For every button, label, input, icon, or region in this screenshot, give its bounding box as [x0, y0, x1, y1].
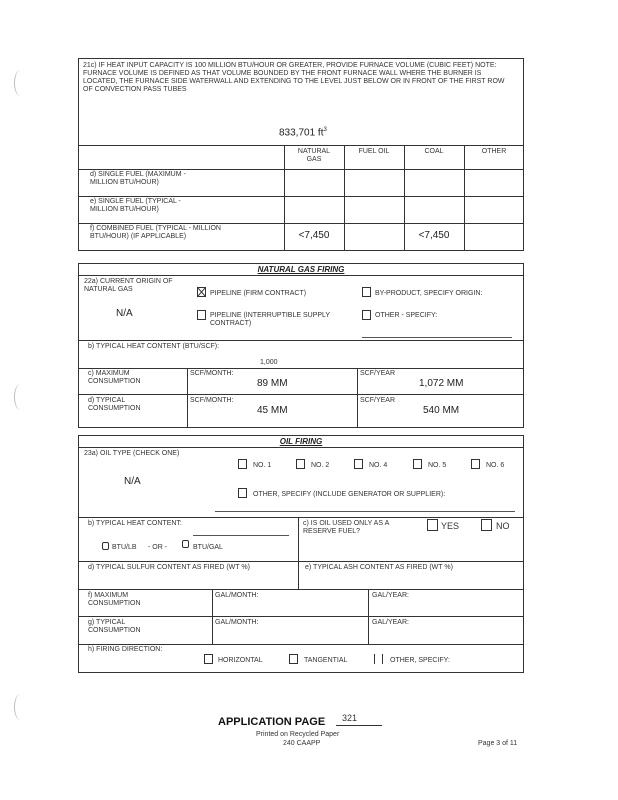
tangential-checkbox[interactable] [289, 654, 298, 664]
gas-typical-month-value: 45 MM [257, 405, 288, 416]
row-single-fuel-typical: e) SINGLE FUEL (TYPICAL - MILLION BTU/HOUR) [90, 198, 181, 213]
oil-firing-title: OIL FIRING [279, 437, 323, 446]
gas-heat-content-label: b) TYPICAL HEAT CONTENT (BTU/SCF): [88, 343, 220, 350]
other-direction-label: OTHER, SPECIFY: [390, 657, 450, 664]
oil-no6-label: NO. 6 [486, 462, 505, 469]
oil-no5-checkbox[interactable] [413, 459, 422, 469]
btu-lb-checkbox[interactable] [102, 542, 109, 550]
gas-max-month-label: SCF/MONTH: [190, 370, 234, 377]
oil-other-label: OTHER, SPECIFY (INCLUDE GENERATOR OR SUPPLIER): [253, 491, 446, 498]
gas-max-year-label: SCF/YEAR [360, 370, 396, 377]
gas-heat-content-value: 1,000 [260, 359, 278, 366]
oil-type-value: N/A [124, 476, 141, 487]
oil-no4-label: NO. 4 [369, 462, 388, 469]
oil-max-year-label: GAL/YEAR: [372, 592, 409, 599]
row-combined-fuel: f) COMBINED FUEL (TYPICAL - MILLION BTU/HOUR) (IF APPLICABLE) [90, 225, 221, 240]
tangential-label: TANGENTIAL [304, 657, 348, 664]
furnace-volume-value [279, 124, 327, 139]
byproduct-label: BY-PRODUCT, SPECIFY ORIGIN: [375, 290, 483, 297]
oil-firing-section [78, 435, 524, 673]
oil-no5-label: NO. 5 [428, 462, 447, 469]
gas-origin-label: 22a) CURRENT ORIGIN OF NATURAL GAS [84, 278, 173, 293]
natural-gas-title: NATURAL GAS FIRING [257, 265, 345, 274]
combined-fuel-coal: <7,450 [418, 230, 450, 241]
oil-other-checkbox[interactable] [238, 488, 247, 498]
column-coal: COAL [424, 148, 444, 155]
oil-no1-checkbox[interactable] [238, 459, 247, 469]
firing-direction-label: h) FIRING DIRECTION: [88, 646, 163, 653]
other-direction-checkbox[interactable] [374, 654, 383, 664]
pipeline-firm-label: PIPELINE (FIRM CONTRACT) [210, 290, 307, 297]
btu-gal-checkbox[interactable] [182, 540, 189, 548]
gas-other-label: OTHER - SPECIFY: [375, 312, 438, 319]
binder-hole-mark [14, 70, 27, 96]
column-fuel-oil: FUEL OIL [358, 148, 390, 155]
oil-heat-content-label: b) TYPICAL HEAT CONTENT: [88, 520, 182, 527]
gas-typical-month-label: SCF/MONTH: [190, 397, 234, 404]
reserve-no-label: NO [496, 521, 510, 531]
reserve-yes-label: YES [441, 521, 460, 531]
row-single-fuel-max: d) SINGLE FUEL (MAXIMUM - MILLION BTU/HOUR) [90, 171, 186, 186]
application-page-label: APPLICATION PAGE [218, 716, 326, 728]
pipeline-interruptible-label: PIPELINE (INTERRUPTIBLE SUPPLY CONTRACT) [210, 312, 330, 327]
gas-max-year-value: 1,072 MM [419, 378, 464, 389]
checkmark-x-icon [198, 288, 205, 296]
sulfur-content-label: d) TYPICAL SULFUR CONTENT AS FIRED (WT %) [88, 564, 250, 571]
gas-typical-consumption-label: d) TYPICAL CONSUMPTION [88, 397, 141, 412]
horizontal-checkbox[interactable] [204, 654, 213, 664]
combined-fuel-natural-gas: <7,450 [298, 230, 330, 241]
byproduct-checkbox[interactable] [362, 287, 371, 297]
pipeline-interruptible-checkbox[interactable] [197, 310, 206, 320]
oil-max-month-label: GAL/MONTH: [215, 592, 259, 599]
horizontal-label: HORIZONTAL [218, 657, 263, 664]
binder-hole-mark [14, 694, 27, 720]
oil-no2-label: NO. 2 [311, 462, 330, 469]
column-other: OTHER [481, 148, 507, 155]
furnace-volume-text: 833,701 ft [279, 127, 324, 139]
oil-no1-label: NO. 1 [253, 462, 272, 469]
recycled-paper-note: Printed on Recycled Paper [256, 731, 340, 738]
oil-max-consumption-label: f) MAXIMUM CONSUMPTION [88, 592, 141, 607]
reserve-no-checkbox[interactable] [481, 519, 492, 531]
reserve-fuel-label: c) IS OIL USED ONLY AS A RESERVE FUEL? [303, 520, 389, 535]
column-natural-gas: NATURAL GAS [297, 148, 331, 163]
oil-no2-checkbox[interactable] [296, 459, 305, 469]
application-page-number: 321 [342, 713, 358, 723]
oil-typical-year-label: GAL/YEAR: [372, 619, 409, 626]
oil-typical-month-label: GAL/MONTH: [215, 619, 259, 626]
binder-hole-mark [14, 384, 27, 410]
btu-lb-label: BTU/LB [112, 544, 137, 551]
oil-type-label: 23a) OIL TYPE (CHECK ONE) [84, 450, 180, 457]
question-21c: 21c) IF HEAT INPUT CAPACITY IS 100 MILLION BTU/HOUR OR GREATER, PROVIDE FURNACE VOLUME (CUBIC FEET) NOTE: FURNACE VOLUME IS DEFINED AS THAT VOLUME BOUNDED BY THE FRONT FURNACE WALL WHERE THE BURNER IS LOCATED, THE FURNACE SIDE WATERWALL AND EXTENDING TO THE LEVEL JUST BELOW OR IN FRONT OF THE FIRST ROW OF CONVECTION PASS TUBES [83, 62, 505, 93]
gas-origin-value: N/A [116, 308, 133, 319]
oil-no6-checkbox[interactable] [471, 459, 480, 469]
gas-typical-year-value: 540 MM [423, 405, 460, 416]
pipeline-firm-checkbox[interactable] [197, 287, 206, 297]
btu-gal-label: BTU/GAL [193, 544, 223, 551]
oil-typical-consumption-label: g) TYPICAL CONSUMPTION [88, 619, 141, 634]
gas-other-checkbox[interactable] [362, 310, 371, 320]
page-of-total: Page 3 of 11 [478, 740, 518, 747]
gas-max-month-value: 89 MM [257, 378, 288, 389]
furnace-volume-exponent: 3 [323, 127, 327, 133]
or-label: - OR - [148, 544, 168, 551]
form-id: 240 CAAPP [283, 740, 321, 747]
oil-no4-checkbox[interactable] [354, 459, 363, 469]
ash-content-label: e) TYPICAL ASH CONTENT AS FIRED (WT %) [305, 564, 453, 571]
gas-typical-year-label: SCF/YEAR [360, 397, 396, 404]
reserve-yes-checkbox[interactable] [427, 519, 438, 531]
gas-max-consumption-label: c) MAXIMUM CONSUMPTION [88, 370, 141, 385]
